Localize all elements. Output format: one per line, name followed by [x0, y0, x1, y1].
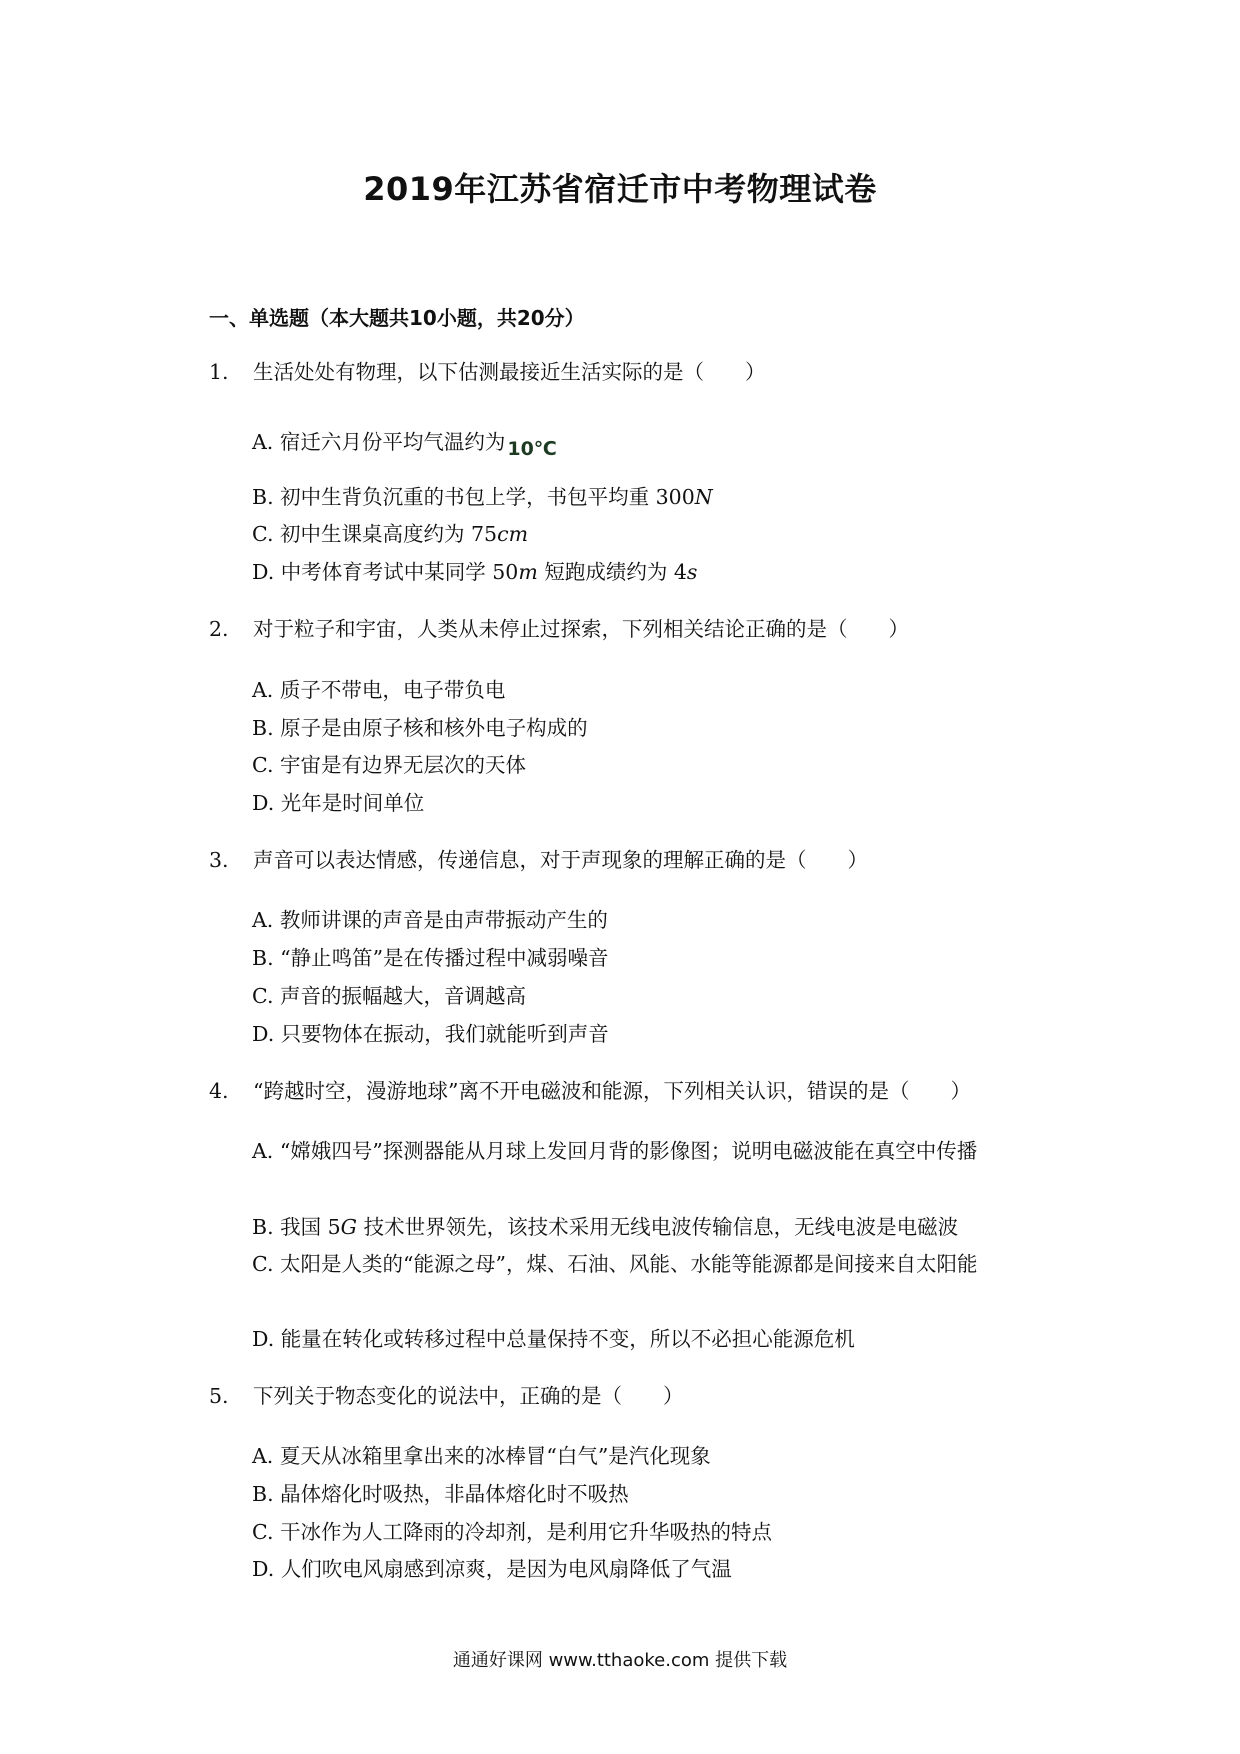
option-text: B. 我国 5 — [252, 1215, 341, 1239]
question-4 — [209, 1076, 971, 1106]
option-4a: A. “嫦娥四号”探测器能从月球上发回月背的影像图；说明电磁波能在真空中传播 — [252, 1139, 978, 1163]
option-2c: C. 宇宙是有边界无层次的天体 — [252, 753, 526, 777]
option-4d: D. 能量在转化或转移过程中总量保持不变，所以不必担心能源危机 — [252, 1327, 855, 1351]
question-number: 1. — [209, 360, 229, 384]
option-5a: A. 夏天从冰箱里拿出来的冰棒冒“白气”是汽化现象 — [252, 1444, 711, 1468]
option-3d: D. 只要物体在振动，我们就能听到声音 — [252, 1022, 609, 1046]
option-1d — [252, 554, 1042, 591]
question-1 — [209, 357, 766, 387]
unit: N — [694, 485, 713, 509]
question-2 — [209, 614, 909, 644]
question-5 — [209, 1381, 684, 1411]
option-5d: D. 人们吹电风扇感到凉爽，是因为电风扇降低了气温 — [252, 1557, 732, 1581]
page-title: 2019年江苏省宿迁市中考物理试卷 — [363, 170, 877, 208]
option-3b: B. “静止鸣笛”是在传播过程中减弱噪音 — [252, 946, 609, 970]
option-2a: A. 质子不带电，电子带负电 — [252, 678, 506, 702]
option-text: 技术世界领先，该技术采用无线电波传输信息，无线电波是电磁波 — [357, 1215, 959, 1239]
question-number: 4. — [209, 1079, 229, 1103]
option-text: B. 初中生背负沉重的书包上学，书包平均重 300 — [252, 485, 695, 509]
question-stem: “跨越时空，漫游地球”离不开电磁波和能源，下列相关认识，错误的是（ ） — [253, 1079, 971, 1103]
temperature-value: 10℃ — [507, 438, 557, 460]
option-2d: D. 光年是时间单位 — [252, 791, 425, 815]
option-text: C. 初中生课桌高度约为 75 — [252, 522, 498, 546]
unit: cm — [497, 522, 529, 546]
question-stem: 对于粒子和宇宙，人类从未停止过探索，下列相关结论正确的是（ ） — [253, 617, 909, 641]
option-5c: C. 干冰作为人工降雨的冷却剂，是利用它升华吸热的特点 — [252, 1520, 772, 1544]
question-stem: 生活处处有物理，以下估测最接近生活实际的是（ ） — [253, 360, 766, 384]
option-5b: B. 晶体熔化时吸热，非晶体熔化时不吸热 — [252, 1482, 629, 1506]
question-stem: 下列关于物态变化的说法中，正确的是（ ） — [253, 1384, 684, 1408]
unit: m — [518, 560, 538, 584]
option-4c: C. 太阳是人类的“能源之母”，煤、石油、风能、水能等能源都是间接来自太阳能 — [252, 1252, 978, 1276]
page-footer: 通通好课网 www.tthaoke.com 提供下载 — [452, 1650, 788, 1671]
unit: s — [686, 560, 698, 584]
question-number: 5. — [209, 1384, 229, 1408]
question-number: 3. — [209, 848, 229, 872]
option-1c — [252, 516, 1042, 553]
option-3a: A. 教师讲课的声音是由声带振动产生的 — [252, 908, 608, 932]
question-number: 2. — [209, 617, 229, 641]
option-text: 短跑成绩约为 4 — [537, 560, 687, 584]
option-text: A. 宿迁六月份平均气温约为 — [252, 430, 506, 454]
option-2b: B. 原子是由原子核和核外电子构成的 — [252, 716, 588, 740]
option-3c: C. 声音的振幅越大，音调越高 — [252, 984, 526, 1008]
option-1b — [252, 479, 1042, 516]
section-heading: 一、单选题（本大题共10小题，共20分） — [209, 306, 585, 330]
option-1a — [252, 424, 1042, 462]
unit: G — [340, 1215, 358, 1239]
option-4b — [252, 1209, 1042, 1246]
question-stem: 声音可以表达情感，传递信息，对于声现象的理解正确的是（ ） — [253, 848, 868, 872]
question-3 — [209, 845, 868, 875]
option-text: D. 中考体育考试中某同学 50 — [252, 560, 519, 584]
